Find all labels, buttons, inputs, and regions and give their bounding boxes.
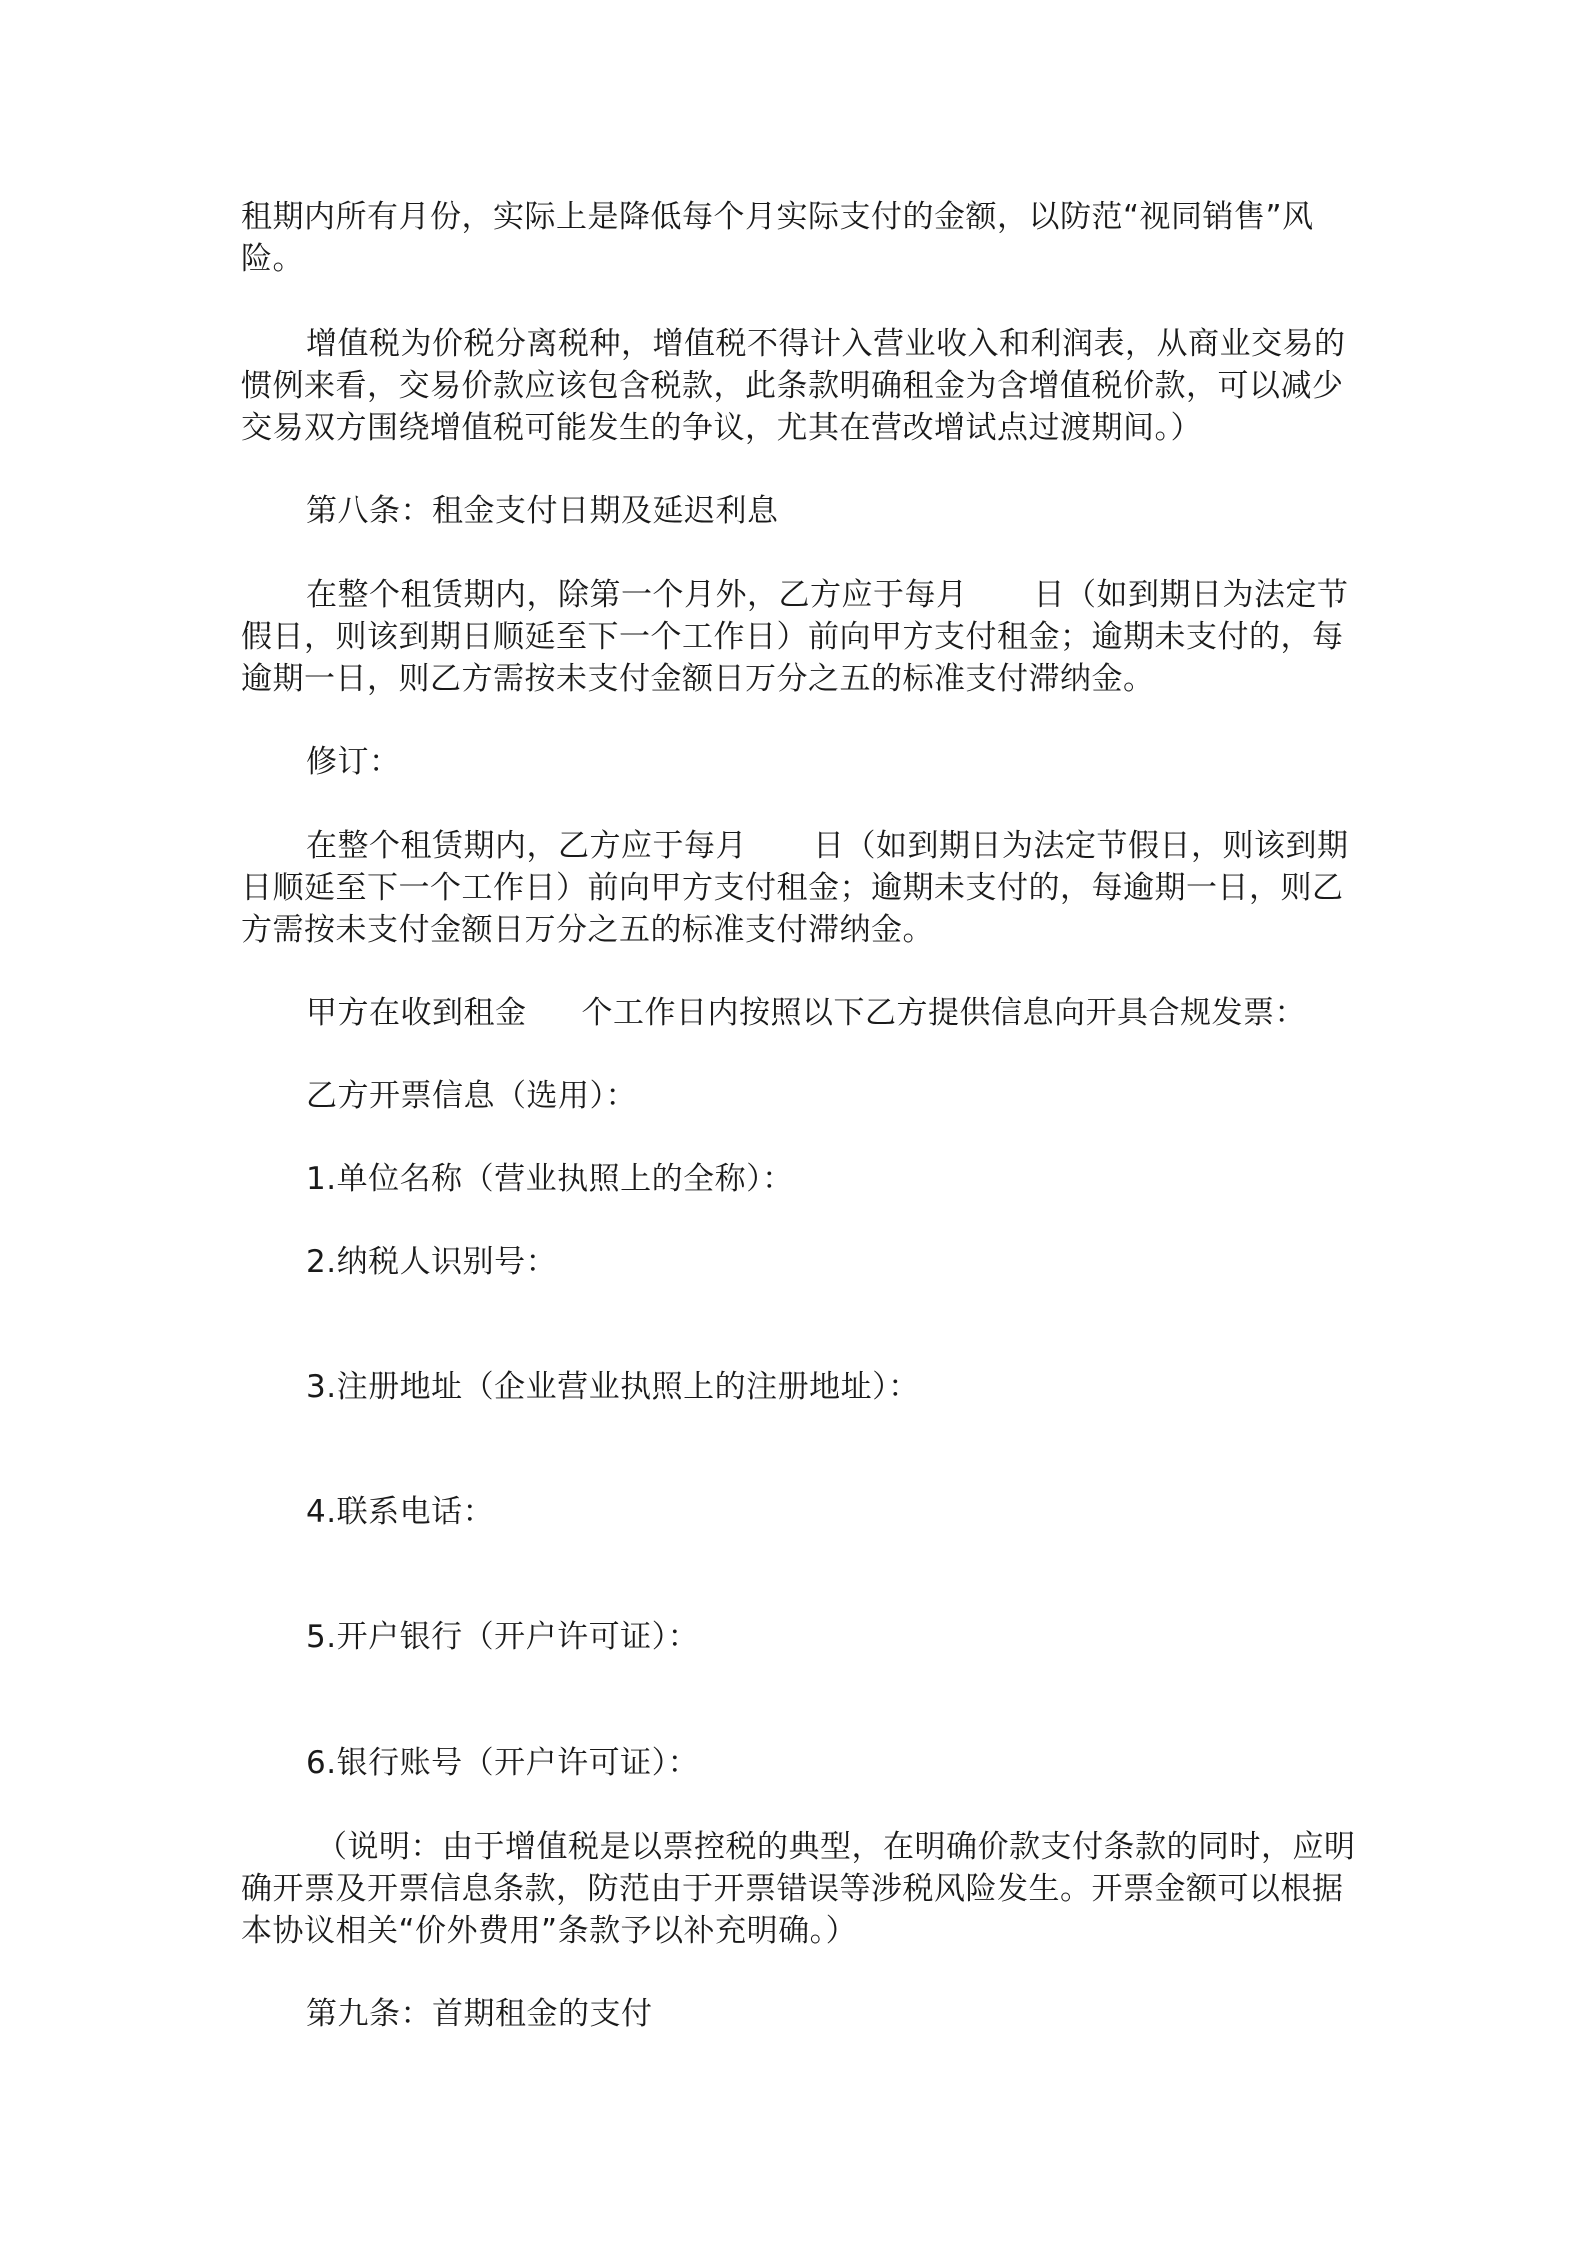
text-line: 险。 xyxy=(241,241,304,277)
paragraph-revised-payment-date xyxy=(241,825,1351,951)
text-line: 方需按未支付金额日万分之五的标准支付滞纳金。 xyxy=(241,912,934,948)
heading-text: 乙方开票信息（选用）： xyxy=(306,1078,637,1114)
revision-label xyxy=(241,741,1351,783)
paragraph-payment-date xyxy=(241,574,1351,700)
text-fragment: 在整个租赁期内，除第一个月外，乙方应于每月 xyxy=(306,577,968,613)
text-line: 逾期一日，则乙方需按未支付金额日万分之五的标准支付滞纳金。 xyxy=(241,661,1155,697)
text-line: 假日，则该到期日顺延至下一个工作日）前向甲方支付租金；逾期未支付的，每 xyxy=(241,619,1344,655)
invoice-item-registered-address xyxy=(241,1366,1351,1408)
heading-text: 第九条：首期租金的支付 xyxy=(306,1996,653,2032)
article-9-heading xyxy=(241,1993,1351,2035)
text-fragment: 甲方在收到租金 xyxy=(306,995,527,1031)
text-line xyxy=(241,825,1351,867)
text-line xyxy=(241,992,1351,1034)
invoice-item-company-name xyxy=(241,1158,1351,1200)
text-line: 确开票及开票信息条款，防范由于开票错误等涉税风险发生。开票金额可以根据 xyxy=(241,1871,1344,1907)
text-fragment: 个工作日内按照以下乙方提供信息向开具合规发票： xyxy=(581,995,1306,1031)
invoice-item-bank xyxy=(241,1616,1351,1658)
text-line: 本协议相关“价外费用”条款予以补充明确。） xyxy=(241,1913,858,1949)
invoice-item-taxpayer-id xyxy=(241,1241,1351,1283)
text-fragment: 日（如到期日为法定节假日，则该到期 xyxy=(813,828,1349,864)
invoice-info-heading xyxy=(241,1075,1351,1117)
text-line: 租期内所有月份，实际上是降低每个月实际支付的金额，以防范“视同销售”风 xyxy=(241,199,1314,235)
text-fragment: 日（如到期日为法定节 xyxy=(1033,577,1349,613)
heading-text: 第八条：租金支付日期及延迟利息 xyxy=(306,493,779,529)
text-line xyxy=(241,574,1351,616)
paragraph-invoice-issuance xyxy=(241,992,1351,1034)
text-line: （说明：由于增值税是以票控税的典型，在明确价款支付条款的同时，应明 xyxy=(316,1829,1356,1865)
list-item: 1.单位名称（营业执照上的全称）： xyxy=(306,1161,794,1197)
list-item: 3.注册地址（企业营业执照上的注册地址）： xyxy=(306,1369,920,1405)
paragraph-tax-note-end xyxy=(241,196,1351,280)
text-line: 交易双方围绕增值税可能发生的争议，尤其在营改增试点过渡期间。） xyxy=(241,410,1202,446)
article-8-heading xyxy=(241,490,1351,532)
paragraph-vat-explanation xyxy=(241,323,1351,449)
list-item: 2.纳税人识别号： xyxy=(306,1244,558,1280)
text-line: 日顺延至下一个工作日）前向甲方支付租金；逾期未支付的，每逾期一日，则乙 xyxy=(241,870,1344,906)
paragraph-invoice-note xyxy=(241,1826,1356,1952)
invoice-item-phone xyxy=(241,1491,1351,1533)
invoice-item-account xyxy=(241,1742,1351,1784)
text-line: 惯例来看，交易价款应该包含税款，此条款明确租金为含增值税价款，可以减少 xyxy=(241,368,1344,404)
heading-text: 修订： xyxy=(306,744,401,780)
text-line: 增值税为价税分离税种，增值税不得计入营业收入和利润表，从商业交易的 xyxy=(306,326,1346,362)
text-fragment: 在整个租赁期内，乙方应于每月 xyxy=(306,828,747,864)
list-item: 6.银行账号（开户许可证）： xyxy=(306,1745,700,1781)
list-item: 5.开户银行（开户许可证）： xyxy=(306,1619,700,1655)
list-item: 4.联系电话： xyxy=(306,1494,495,1530)
